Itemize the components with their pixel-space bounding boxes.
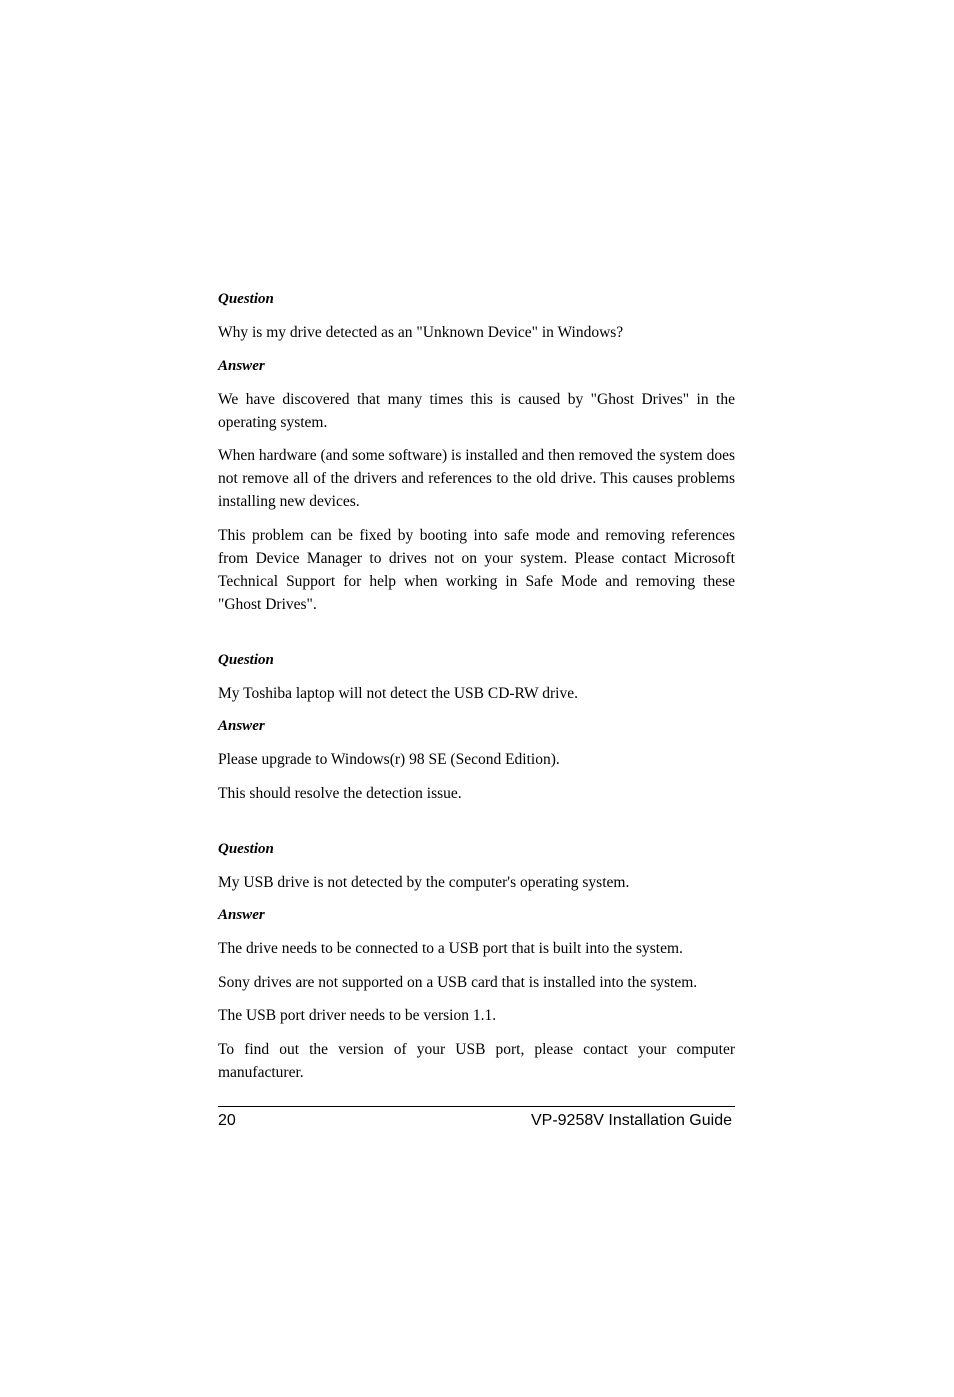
- answer-paragraph: This problem can be fixed by booting into safe mode and removing references from Device Manager to drives not on your system. Please contact Microsoft Technical Support for help when working in Safe Mode and removing these "Ghost Drives".: [218, 526, 735, 613]
- faq-item: [218, 838, 735, 1084]
- answer-paragraph: To find out the version of your USB port, please contact your computer manufacturer.: [218, 1040, 735, 1081]
- document-title: VP-9258V Installation Guide: [530, 1112, 732, 1129]
- page-footer: [218, 1106, 735, 1135]
- question-text: My USB drive is not detected by the computer's operating system.: [218, 873, 630, 891]
- faq-item: [218, 649, 735, 805]
- faq-item: [218, 288, 735, 616]
- answer-label: Answer: [218, 718, 265, 734]
- answer-paragraph: When hardware (and some software) is installed and then removed the system does not remove all of the drivers and references to the old drive. This causes problems installing new devices.: [218, 447, 735, 510]
- answer-paragraph: Please upgrade to Windows(r) 98 SE (Second Edition).: [218, 751, 560, 768]
- question-text: Why is my drive detected as an "Unknown Device" in Windows?: [218, 324, 624, 341]
- page-number: 20: [218, 1112, 236, 1129]
- answer-paragraph: This should resolve the detection issue.: [218, 784, 462, 802]
- question-label: Question: [218, 651, 274, 668]
- answer-paragraph: We have discovered that many times this is caused by "Ghost Drives" in the operating system.: [218, 390, 735, 431]
- answer-label: Answer: [218, 907, 265, 923]
- question-text: My Toshiba laptop will not detect the USB CD-RW drive.: [218, 684, 578, 702]
- faq-content: [218, 288, 735, 1094]
- answer-paragraph: The USB port driver needs to be version 1.1.: [218, 1007, 497, 1024]
- question-label: Question: [218, 291, 274, 307]
- answer-label: Answer: [218, 357, 265, 374]
- answer-paragraph: The drive needs to be connected to a USB port that is built into the system.: [218, 940, 683, 957]
- answer-paragraph: Sony drives are not supported on a USB card that is installed into the system.: [218, 973, 698, 991]
- question-label: Question: [218, 840, 274, 857]
